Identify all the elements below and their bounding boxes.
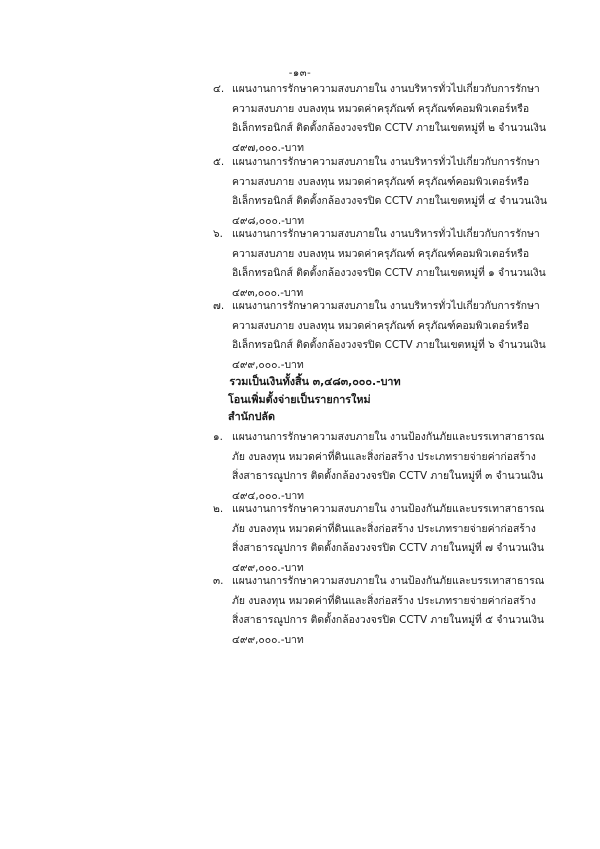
item-line: ความสงบภาย งบลงทุน หมวดค่าครุภัณฑ์ ครุภัณฑ์คอมพิวเตอร์หรือ: [232, 102, 530, 115]
department-heading: สำนักปลัด: [228, 410, 276, 423]
item-line: แผนงานการรักษาความสงบภายใน งานบริหารทั่วไปเกี่ยวกับการรักษา: [232, 156, 540, 168]
list-item: [203, 428, 563, 506]
total-amount: รวมเป็นเงินทั้งสิ้น ๓,๔๘๓,๐๐๐.-บาท: [229, 375, 401, 388]
item-number: ๗.: [213, 300, 225, 312]
item-line: ความสงบภาย งบลงทุน หมวดค่าครุภัณฑ์ ครุภัณฑ์คอมพิวเตอร์หรือ: [232, 175, 530, 188]
item-line: ความสงบภาย งบลงทุน หมวดค่าครุภัณฑ์ ครุภัณฑ์คอมพิวเตอร์หรือ: [232, 247, 530, 260]
item-line: อิเล็กทรอนิกส์ ติดตั้งกล้องวงจรปิด CCTV ภายในเขตหมู่ที่ ๑ จำนวนเงิน: [232, 267, 546, 280]
item-number: ๔.: [213, 83, 225, 95]
item-line: สิ่งสาธารณูปการ ติดตั้งกล้องวงจรปิด CCTV ภายในหมู่ที่ ๓ จำนวนเงิน: [232, 470, 544, 483]
item-line: แผนงานการรักษาความสงบภายใน งานป้องกันภัยและบรรเทาสาธารณ: [232, 575, 545, 587]
item-number: ๒.: [213, 503, 224, 515]
item-line: แผนงานการรักษาความสงบภายใน งานบริหารทั่วไปเกี่ยวกับการรักษา: [232, 228, 540, 240]
item-line: แผนงานการรักษาความสงบภายใน งานบริหารทั่วไปเกี่ยวกับการรักษา: [232, 300, 540, 312]
list-item: [203, 572, 563, 650]
list-item: [203, 80, 563, 158]
section-heading: โอนเพิ่มตั้งจ่ายเป็นรายการใหม่: [228, 393, 371, 406]
item-amount: ๔๙๗,๐๐๐.-บาท: [232, 141, 304, 154]
item-amount: ๔๙๓,๐๐๐.-บาท: [232, 286, 304, 299]
item-number: ๑.: [213, 431, 223, 443]
list-item: [203, 500, 563, 578]
item-amount: ๔๙๙,๐๐๐.-บาท: [232, 358, 304, 371]
item-amount: ๔๙๙,๐๐๐.-บาท: [232, 561, 304, 574]
item-number: ๓.: [213, 575, 224, 587]
item-line: อิเล็กทรอนิกส์ ติดตั้งกล้องวงจรปิด CCTV ภายในเขตหมู่ที่ ๒ จำนวนเงิน: [232, 122, 546, 135]
item-line: แผนงานการรักษาความสงบภายใน งานป้องกันภัยและบรรเทาสาธารณ: [232, 503, 545, 515]
item-line: อิเล็กทรอนิกส์ ติดตั้งกล้องวงจรปิด CCTV ภายในเขตหมู่ที่ ๖ จำนวนเงิน: [232, 339, 546, 352]
item-line: สิ่งสาธารณูปการ ติดตั้งกล้องวงจรปิด CCTV ภายในหมู่ที่ ๗ จำนวนเงิน: [232, 542, 544, 555]
item-line: ภัย งบลงทุน หมวดค่าที่ดินและสิ่งก่อสร้าง ประเภทรายจ่ายค่าก่อสร้าง: [232, 522, 536, 535]
item-line: สิ่งสาธารณูปการ ติดตั้งกล้องวงจรปิด CCTV ภายในหมู่ที่ ๕ จำนวนเงิน: [232, 614, 545, 627]
list-item: [203, 297, 563, 375]
item-line: ภัย งบลงทุน หมวดค่าที่ดินและสิ่งก่อสร้าง ประเภทรายจ่ายค่าก่อสร้าง: [232, 594, 536, 607]
item-amount: ๔๙๙,๐๐๐.-บาท: [232, 633, 304, 646]
item-number: ๖.: [213, 228, 223, 240]
list-item: [203, 153, 563, 231]
item-line: ความสงบภาย งบลงทุน หมวดค่าครุภัณฑ์ ครุภัณฑ์คอมพิวเตอร์หรือ: [232, 319, 530, 332]
item-amount: ๔๙๘,๐๐๐.-บาท: [232, 214, 305, 227]
item-line: แผนงานการรักษาความสงบภายใน งานบริหารทั่วไปเกี่ยวกับการรักษา: [232, 83, 540, 95]
page-number: -๑๓-: [288, 68, 312, 79]
item-number: ๕.: [213, 156, 225, 168]
item-line: แผนงานการรักษาความสงบภายใน งานป้องกันภัยและบรรเทาสาธารณ: [232, 431, 545, 443]
item-line: ภัย งบลงทุน หมวดค่าที่ดินและสิ่งก่อสร้าง ประเภทรายจ่ายค่าก่อสร้าง: [232, 450, 536, 463]
item-line: อิเล็กทรอนิกส์ ติดตั้งกล้องวงจรปิด CCTV ภายในเขตหมู่ที่ ๔ จำนวนเงิน: [232, 195, 548, 208]
list-item: [203, 225, 563, 303]
item-amount: ๔๙๔,๐๐๐.-บาท: [232, 489, 304, 502]
